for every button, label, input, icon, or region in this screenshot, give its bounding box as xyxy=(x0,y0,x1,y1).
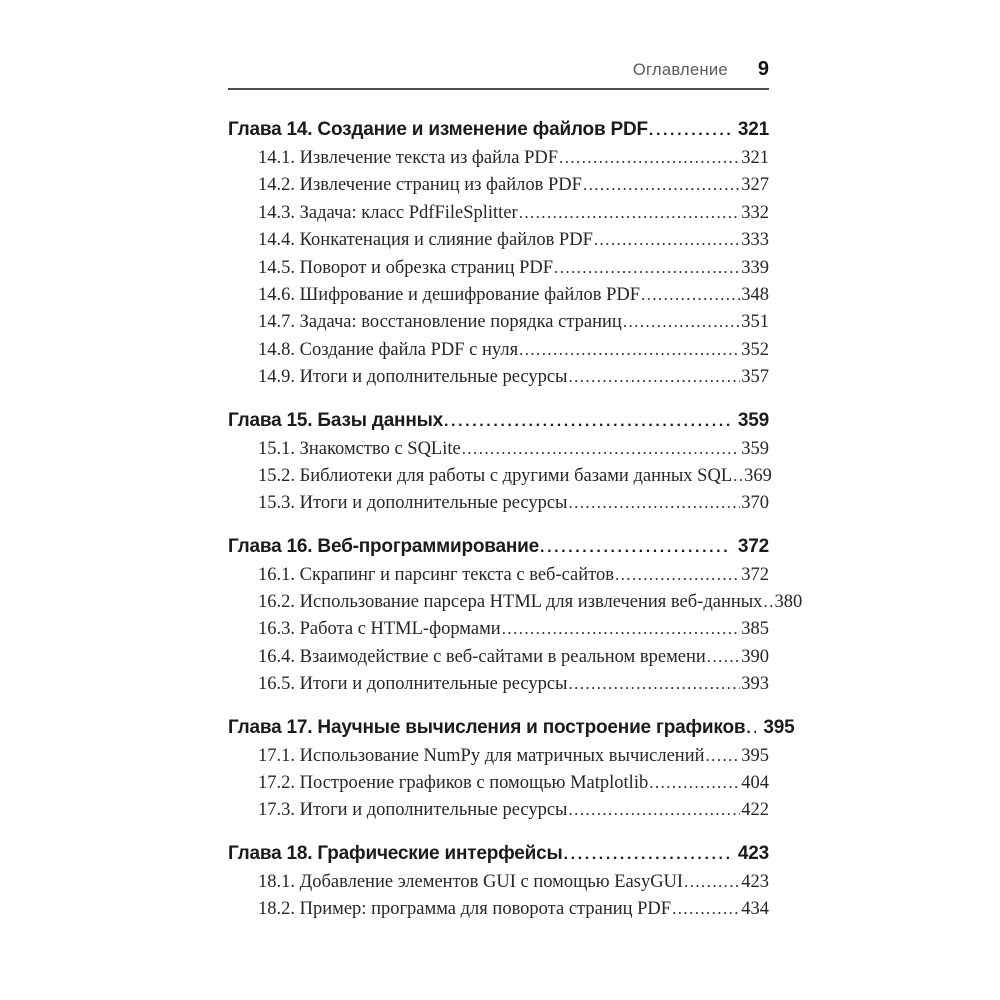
section-title: 17.1. Использование NumPy для матричных вычислений xyxy=(258,745,705,766)
toc-section-row xyxy=(228,462,772,489)
section-title: 14.3. Задача: класс PdfFileSplitter xyxy=(258,202,518,223)
section-page-number: 352 xyxy=(741,339,769,360)
dot-leader xyxy=(559,144,740,171)
section-page-number: 348 xyxy=(741,284,769,305)
toc-section-row xyxy=(228,868,769,895)
toc-section-row xyxy=(228,670,769,697)
running-head-page-number: 9 xyxy=(757,58,769,80)
running-head xyxy=(228,0,769,90)
section-title: 14.1. Извлечение текста из файла PDF xyxy=(258,148,559,168)
section-page-number: 327 xyxy=(741,175,769,196)
section-page-number: 332 xyxy=(741,202,769,223)
section-page-number: 434 xyxy=(741,899,769,920)
section-page-number: 385 xyxy=(741,619,769,640)
toc-section-row xyxy=(228,171,769,198)
section-title: 14.5. Поворот и обрезка страниц PDF xyxy=(258,257,554,278)
toc-section-row xyxy=(228,588,803,615)
dot-leader xyxy=(746,715,756,743)
dot-leader xyxy=(444,408,731,436)
section-page-number: 380 xyxy=(774,592,803,613)
toc-chapter-block xyxy=(228,116,769,391)
toc-section-row xyxy=(228,226,769,253)
toc-chapter-row xyxy=(228,840,769,868)
section-title: 14.6. Шифрование и дешифрование файлов PDF xyxy=(258,284,641,305)
section-title: 18.1. Добавление элементов GUI с помощью EasyGUI xyxy=(258,871,684,892)
chapter-title: Глава 18. Графические интерфейсы xyxy=(228,842,563,864)
section-title: 17.3. Итоги и дополнительные ресурсы xyxy=(258,800,568,821)
dot-leader xyxy=(554,254,740,281)
section-title: 16.3. Работа с HTML-формами xyxy=(258,619,501,640)
dot-leader xyxy=(540,534,731,562)
dot-leader xyxy=(583,171,740,198)
section-title: 14.2. Извлечение страниц из файлов PDF xyxy=(258,175,582,196)
toc-section-row xyxy=(228,254,769,281)
section-title: 15.1. Знакомство с SQLite xyxy=(258,438,461,459)
section-page-number: 333 xyxy=(741,230,769,251)
dot-leader xyxy=(615,561,740,588)
dot-leader xyxy=(594,226,740,253)
section-page-number: 359 xyxy=(741,438,769,459)
toc-section-row xyxy=(228,363,769,390)
toc-section-row xyxy=(228,769,769,796)
toc-chapter-row xyxy=(228,533,769,561)
toc-chapter-row xyxy=(228,714,795,742)
toc-section-row xyxy=(228,435,769,462)
toc-section-row xyxy=(228,336,769,363)
section-page-number: 370 xyxy=(741,493,769,514)
section-page-number: 423 xyxy=(741,871,769,892)
dot-leader xyxy=(684,868,740,895)
toc-section-row xyxy=(228,643,769,670)
toc-section-row xyxy=(228,308,769,335)
section-page-number: 422 xyxy=(741,800,769,821)
section-page-number: 351 xyxy=(741,312,769,333)
dot-leader xyxy=(649,117,731,145)
section-title: 16.1. Скрапинг и парсинг текста с веб-сайтов xyxy=(258,564,614,585)
toc-section-row xyxy=(228,144,769,171)
dot-leader xyxy=(502,615,741,642)
dot-leader xyxy=(641,281,740,308)
chapter-title: Глава 14. Создание и изменение файлов PDF xyxy=(228,119,648,140)
section-page-number: 369 xyxy=(744,465,772,486)
section-title: 16.2. Использование парсера HTML для извлечения веб-данных xyxy=(258,592,763,613)
toc xyxy=(228,116,803,923)
section-page-number: 390 xyxy=(741,646,769,667)
dot-leader xyxy=(568,363,740,390)
toc-chapter-block xyxy=(228,840,769,923)
toc-section-row xyxy=(228,742,769,769)
dot-leader xyxy=(568,489,740,516)
dot-leader xyxy=(649,769,740,796)
dot-leader xyxy=(568,796,740,823)
dot-leader xyxy=(568,670,740,697)
dot-leader xyxy=(519,336,740,363)
section-title: 14.8. Создание файла PDF с нуля xyxy=(258,339,519,360)
section-title: 16.4. Взаимодействие с веб-сайтами в реальном времени xyxy=(258,646,706,667)
toc-section-row xyxy=(228,489,769,516)
chapter-title: Глава 16. Веб-программирование xyxy=(228,535,540,557)
toc-chapter-block xyxy=(228,407,772,517)
section-page-number: 357 xyxy=(741,367,769,388)
section-page-number: 393 xyxy=(741,674,769,695)
toc-section-row xyxy=(228,796,769,823)
section-title: 15.3. Итоги и дополнительные ресурсы xyxy=(258,493,568,514)
chapter-page-number: 359 xyxy=(737,409,769,431)
running-head-title: Оглавление xyxy=(632,61,728,79)
book-page xyxy=(228,0,803,923)
dot-leader xyxy=(564,841,731,869)
toc-chapter-block xyxy=(228,533,803,698)
toc-section-row xyxy=(228,561,769,588)
chapter-page-number: 423 xyxy=(737,842,769,864)
section-title: 18.2. Пример: программа для поворота страниц PDF xyxy=(258,899,672,920)
toc-chapter-row xyxy=(228,407,769,435)
section-title: 14.9. Итоги и дополнительные ресурсы xyxy=(258,367,568,388)
dot-leader xyxy=(733,462,743,489)
section-title: 17.2. Построение графиков с помощью Matplotlib xyxy=(258,773,649,794)
section-page-number: 321 xyxy=(741,148,769,168)
toc-chapter-block xyxy=(228,714,795,824)
chapter-page-number: 372 xyxy=(737,535,769,557)
dot-leader xyxy=(707,643,740,670)
section-title: 14.7. Задача: восстановление порядка страниц xyxy=(258,312,622,333)
dot-leader xyxy=(763,588,773,615)
chapter-page-number: 395 xyxy=(763,716,795,738)
chapter-title: Глава 15. Базы данных xyxy=(228,409,444,431)
section-page-number: 404 xyxy=(741,773,769,794)
dot-leader xyxy=(672,895,740,922)
chapter-title: Глава 17. Научные вычисления и построение графиков xyxy=(228,716,746,738)
toc-chapter-row xyxy=(228,116,769,144)
dot-leader xyxy=(462,435,741,462)
dot-leader xyxy=(623,308,740,335)
section-title: 15.2. Библиотеки для работы с другими базами данных SQL xyxy=(258,465,733,486)
section-title: 14.4. Конкатенация и слияние файлов PDF xyxy=(258,230,593,251)
chapter-page-number: 321 xyxy=(737,119,769,140)
toc-section-row xyxy=(228,895,769,922)
section-title: 16.5. Итоги и дополнительные ресурсы xyxy=(258,674,568,695)
section-page-number: 339 xyxy=(741,257,769,278)
section-page-number: 372 xyxy=(741,564,769,585)
section-page-number: 395 xyxy=(741,745,769,766)
toc-section-row xyxy=(228,199,769,226)
toc-section-row xyxy=(228,281,769,308)
dot-leader xyxy=(519,199,741,226)
toc-section-row xyxy=(228,615,769,642)
dot-leader xyxy=(706,742,741,769)
